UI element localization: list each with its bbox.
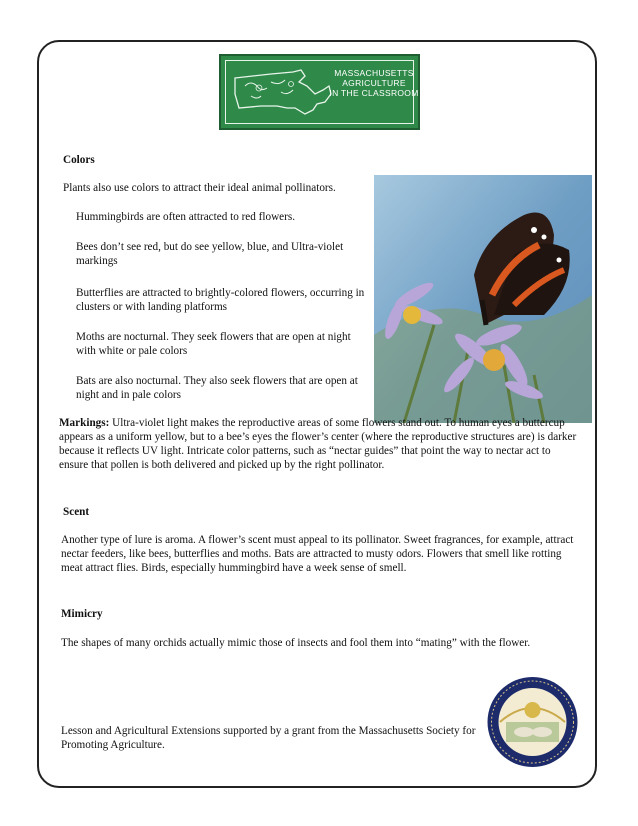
colors-heading: Colors xyxy=(63,154,95,166)
society-seal xyxy=(486,674,579,770)
grant-acknowledgement: Lesson and Agricultural Extensions supported by a grant from the Massachusetts Society for Promoting Agriculture. xyxy=(61,725,476,751)
mimicry-paragraph: The shapes of many orchids actually mimic those of insects and fool them into “mating” with the flower. xyxy=(61,637,531,649)
markings-label: Markings: xyxy=(59,417,110,429)
colors-bullet-bats: Bats are also nocturnal. They also seek flowers that are open at night and in pale colors xyxy=(76,375,358,401)
logo-text: MASSACHUSETTS AGRICULTURE IN THE CLASSROOM xyxy=(329,68,419,98)
mimicry-heading: Mimicry xyxy=(61,608,103,620)
colors-bullet-bees: Bees don’t see red, but do see yellow, blue, and Ultra-violet markings xyxy=(76,241,344,267)
markings-text: Ultra-violet light makes the reproductive areas of some flowers stand out. To human eyes a buttercup appears as a uniform yellow, but to a bee’s eyes the flower’s center (where the reproductive structures are) is darker because it reflects UV light. Intricate color patterns, such as “nectar guides” that point the way to nectar act to ensure that pollen is both delivered and picked up by the right pollinator. xyxy=(59,417,577,471)
scent-heading: Scent xyxy=(63,506,90,518)
mac-logo xyxy=(219,54,420,130)
scent-paragraph: Another type of lure is aroma. A flower’s scent must appeal to its pollinator. Sweet fragrances, for example, attract nectar feeders, like bees, butterflies and moths. Bats are attracted to musty odors. Flowers that smell like rotting meat attract flies. Birds, especially hummingbird have a week sense of smell. xyxy=(61,534,574,574)
colors-bullet-hummingbirds: Hummingbirds are often attracted to red flowers. xyxy=(76,211,296,223)
colors-bullet-butterflies: Butterflies are attracted to brightly-colored flowers, occurring in clusters or with landing platforms xyxy=(76,287,365,313)
massachusetts-map-icon xyxy=(231,64,336,124)
colors-intro: Plants also use colors to attract their ideal animal pollinators. xyxy=(63,182,336,194)
colors-bullet-moths: Moths are nocturnal. They seek flowers that are open at night with white or pale colors xyxy=(76,331,351,357)
butterfly-photo xyxy=(374,175,592,423)
markings-paragraph xyxy=(59,416,579,472)
